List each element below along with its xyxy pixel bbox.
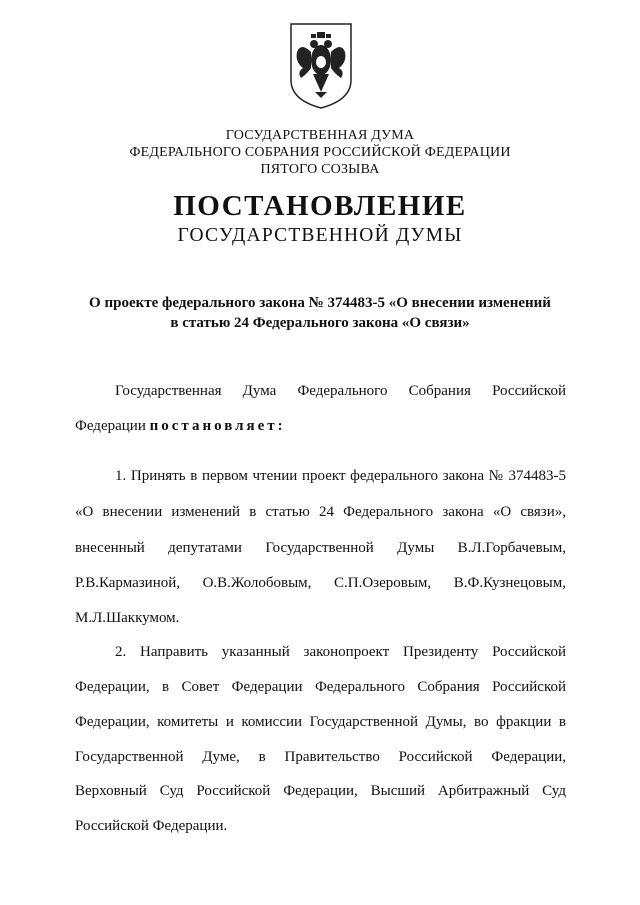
item2-line-2: Федерации, в Совет Федерации Федерального Собрания Российской <box>75 679 566 695</box>
preamble-line-2 <box>75 417 566 436</box>
item2-line-4: Государственной Думе, в Правительство Российской Федерации, <box>75 749 566 765</box>
document-type-title: ПОСТАНОВЛЕНИЕ <box>173 190 467 222</box>
coat-of-arms-emblem <box>287 22 355 110</box>
header-line-2: ФЕДЕРАЛЬНОГО СОБРАНИЯ РОССИЙСКОЙ ФЕДЕРАЦИИ <box>129 145 511 160</box>
item1-line-1: 1. Принять в первом чтении проект федерального закона № 374483-5 <box>115 468 566 484</box>
item1-line-2: «О внесении изменений в статью 24 Федерального закона «О связи», <box>75 504 566 520</box>
subject-line-1: О проекте федерального закона № 374483-5 «О внесении изменений <box>89 295 551 311</box>
subject-line-2: в статью 24 Федерального закона «О связи» <box>170 315 470 331</box>
preamble-line-1: Государственная Дума Федерального Собрания Российской <box>115 383 566 399</box>
document-issuer: ГОСУДАРСТВЕННОЙ ДУМЫ <box>177 225 463 246</box>
header-line-3: ПЯТОГО СОЗЫВА <box>260 162 380 177</box>
item1-line-4: Р.В.Кармазиной, О.В.Жолобовым, С.П.Озеровым, В.Ф.Кузнецовым, <box>75 575 566 591</box>
item2-line-1: 2. Направить указанный законопроект Президенту Российской <box>115 644 566 660</box>
item2-line-6: Российской Федерации. <box>75 818 228 834</box>
preamble-text: Федерации <box>75 418 150 434</box>
item2-line-3: Федерации, комитеты и комиссии Государственной Думы, во фракции в <box>75 714 566 730</box>
item1-line-5: М.Л.Шаккумом. <box>75 610 180 626</box>
item2-line-5: Верховный Суд Российской Федерации, Высший Арбитражный Суд <box>75 783 566 799</box>
header-line-1: ГОСУДАРСТВЕННАЯ ДУМА <box>225 128 415 143</box>
resolves-keyword: постановляет: <box>149 418 286 434</box>
item1-line-3: внесенный депутатами Государственной Думы В.Л.Горбачевым, <box>75 540 566 556</box>
